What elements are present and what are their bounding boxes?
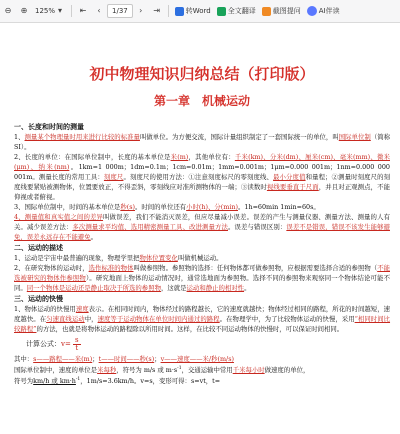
highlight-text: 不能选被研究的物体作参照物 [14,264,390,282]
first-page-button[interactable] [76,3,90,19]
highlight-text: 多次测量求平均值、选用精密测量工具、改进测量方法 [72,223,228,231]
highlight-text: 最小分度值 [273,173,306,181]
text: 叫做误差，我们不能消灭误差，但应尽量减小误差。误差的产生与测量仪器、测量方法、测量的人有关。减少误差方法： [14,213,390,231]
superscript: -1 [177,366,182,371]
last-page-icon: ⇥ [153,6,161,15]
text: 。1km=1 000m；1dm=0.1m；1cm=0.01m；1mm=0.001m；1μm=0.000 001m；1nm=0.000 000 001m。测量长度的常用工具： [14,163,390,181]
prev-page-button[interactable] [92,3,106,19]
paragraph [14,263,390,293]
text: 。 [90,233,98,241]
to-word-button[interactable] [173,3,213,19]
document-title: 初中物理知识归纳总结（打印版） [89,65,315,83]
highlight-text: 小时(h)、分(min) [186,203,238,211]
text: 的方法，也就是将物体运动的路程除以所用时间。这样，在比较不同运动物体的快慢时，可以保证时间相同。 [36,325,344,333]
section-heading: 三、运动的快慢 [14,294,63,303]
text: 3、国际单位制中，时间的基本单位是 [14,203,121,211]
fraction [73,337,81,352]
divider [168,5,169,17]
highlight-text: 米(m) [170,153,189,161]
denominator: t [75,343,79,352]
page-content [14,23,390,386]
translate-icon [217,7,226,16]
text: 1、物体运动的快慢用 [14,305,76,313]
highlight-text: 视线要垂直于尺面 [266,183,319,191]
text: s [149,377,153,386]
highlight-text: 4、测量值和真实值之间的差异 [14,213,104,221]
zoom-in-button[interactable] [17,3,31,19]
formula-lhs: v= [61,340,71,348]
highlight-text: 误差不是错误，错误不该发生能够避免，误差永远存在不能避免 [14,223,390,241]
text: 中， [84,315,98,323]
highlight-text: 米每秒 [97,366,117,375]
highlight-text: 国际单位制 [338,133,371,141]
text: 1、 [14,133,25,141]
text: （简称 SI）。 [14,133,391,151]
chapter-heading: 第一章 机械运动 [153,94,250,108]
highlight-text: 千米(km)、分米(dm)、厘米(cm)、毫米(mm)、微米(μm)、纳米(nm) [14,153,390,171]
text: ，变形可得：s=vt，t= [152,377,221,386]
text: 其中： [14,355,34,363]
text: 国际单位制中，速度的单位是 [14,366,98,375]
word-icon [175,7,184,16]
text: 叫做机械运动。 [177,254,223,262]
highlight-text: t——时间——秒(s) [98,355,155,363]
highlight-text: 同一个物体是运动还是静止取决于所选的参照物 [26,284,161,292]
superscript: -1 [75,377,81,383]
divider [71,5,72,17]
page-number-input[interactable]: 1/37 [107,4,133,18]
highlight-text: 匀速直线运动 [46,315,85,323]
pdf-toolbar [0,0,400,23]
screenshot-ask-button[interactable] [260,3,303,19]
highlight-text: 测量某个物理量时用来进行比较的标准量 [24,133,140,141]
paragraph [14,304,390,334]
screenshot-label: 截图提问 [272,7,301,15]
text: ）。研究地面上物体的运动情况时，通常选地面为参照物。选择不同的参照物来观察同一个物体结论可能不同。 [14,274,390,292]
section-heading: 二、运动的描述 [14,243,63,252]
text: ，这就是 [160,284,187,292]
zoom-level[interactable] [33,3,67,19]
highlight-text: “相同时间比较路程” [14,315,391,333]
last-page-button[interactable] [150,3,164,19]
highlight-text: 秒(s) [120,203,135,211]
speed-formula [26,334,390,354]
paragraph [14,132,390,152]
highlight-text: 刻度尺 [103,173,124,181]
zoom-out-icon: ⊖ [4,6,12,15]
text: 符号为 [14,377,34,386]
highlight-text: s——路程——米(m) [33,355,93,363]
ai-icon [307,6,317,16]
text: 叫做单位。为方便交流，国际计量组织制定了一套国际统一的单位，叫 [139,133,339,141]
highlight-text: v——速度——米/秒(m/s) [160,355,234,363]
highlight-text: 物体位置变化 [139,254,178,262]
numerator: s [75,335,79,344]
text: ，1m/s=3.6km/h。v= [80,377,150,386]
paragraph [14,354,390,364]
highlight-text: 速度 [75,305,89,313]
next-page-button[interactable] [134,3,148,19]
text: 2、长度的单位：在国际单位制中，长度的基本单位是 [14,153,171,161]
ai-reader-button[interactable] [305,3,342,19]
highlight-text: 速度等于运动物体在单位时间内通过的路程 [97,315,220,323]
highlight-text: km/h 或 km·h [33,377,76,386]
text: ，交通运输中常用 [181,366,233,375]
section-heading: 一、长度和时间的测量 [14,122,84,131]
translate-label: 全文翻译 [227,7,256,15]
text: ； [154,355,161,363]
text: 。刻度尺的使用方法：①注意刻度标尺的零刻度线、 [123,173,274,181]
text: 表示。在相同时间内，物体经过的路程越长，它的速度就越快；物体经过相同的路程，所花的时间越短，速度越快。在 [14,305,391,323]
paragraph [14,253,390,263]
highlight-text: 选作标准的物体 [88,264,134,272]
text: 做速度的单位， [264,366,310,375]
text: 和量程；②测量时刻度尺的刻度线要紧贴被测物体，位置要放正，不得歪斜，零刻线应对准所测物体的一端；③读数时 [14,173,391,191]
highlight-text: 千米每小时 [232,366,265,375]
text: 。 [244,284,251,292]
paragraph [14,152,390,202]
text: 。误差与错误区别： [227,223,287,231]
chevron-down-icon: ▾ [58,6,63,15]
paragraph [14,375,390,386]
text: ，符号为 m/s 或 m·s [116,366,178,375]
document-page [0,23,400,434]
ai-reader-label: AI伴读 [318,7,340,15]
text: ，并且对正观测点，不能仰视或者俯视。 [14,183,390,201]
paragraph [14,364,390,375]
formula-label: 计算公式： [26,340,61,348]
text: 。1h=60min 1min=60s。 [238,203,320,211]
translate-button[interactable] [215,3,258,19]
chevron-left-icon: ‹ [97,6,101,15]
text: 1、运动是宇宙中最普遍的现象，物理学里把 [14,254,140,262]
zoom-level-text: 125% [35,7,56,15]
zoom-out-button[interactable] [1,3,15,19]
to-word-label: 转Word [185,7,211,15]
paragraph [14,212,390,242]
chevron-right-icon: › [139,6,143,15]
paragraph [14,202,390,212]
zoom-in-icon: ⊕ [20,6,28,15]
text: 。时间的单位还有 [135,203,187,211]
text: ，其他单位有： [188,153,235,161]
text: 2、在研究物体的运动时， [14,264,89,272]
screenshot-icon [262,7,271,16]
text: ； [92,355,99,363]
highlight-text: 运动和静止的相对性 [186,284,245,292]
text: 叫做参照物。参照物的选择：任何物体都可做参照物，应根据需要选择合适的参照物（ [133,264,378,272]
first-page-icon: ⇤ [79,6,87,15]
text: 。在物理学中，为了比较物体运动的快慢，采用 [219,315,355,323]
